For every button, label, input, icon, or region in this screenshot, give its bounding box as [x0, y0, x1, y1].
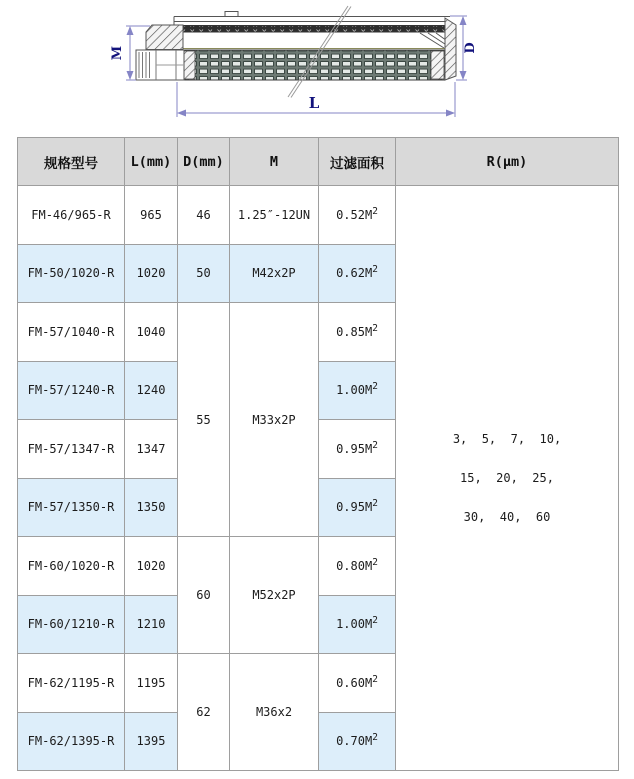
area-cell: $0.95M^2$	[319, 478, 396, 537]
diameter-cell: 46	[178, 186, 230, 245]
area-cell: $0.60M^2$	[319, 654, 396, 713]
model-cell: FM-46/965-R	[18, 186, 125, 245]
micron-values-line: 15, 20, 25,	[460, 471, 554, 485]
area-cell: $1.00M^2$	[319, 595, 396, 654]
thread-cell: M52x2P	[230, 537, 319, 654]
table-row	[18, 186, 619, 245]
model-cell: FM-60/1210-R	[18, 595, 125, 654]
thread-cell: M36x2	[230, 654, 319, 771]
header-micron-rating: R(μm)	[396, 138, 619, 186]
model-cell: FM-57/1350-R	[18, 478, 125, 537]
thread-cell: 1.25″-12UN	[230, 186, 319, 245]
area-cell: $0.80M^2$	[319, 537, 396, 596]
model-cell: FM-57/1347-R	[18, 420, 125, 479]
area-cell: $0.70M^2$	[319, 712, 396, 771]
area-cell: $1.00M^2$	[319, 361, 396, 420]
area-cell: $0.85M^2$	[319, 303, 396, 362]
length-cell: 1040	[125, 303, 178, 362]
length-cell: 1240	[125, 361, 178, 420]
end-cap	[445, 18, 456, 80]
length-cell: 1195	[125, 654, 178, 713]
model-cell: FM-57/1040-R	[18, 303, 125, 362]
diameter-cell: 55	[178, 303, 230, 537]
thread-fitting	[136, 25, 184, 80]
header-thread: M	[230, 138, 319, 186]
thread-cell: M42x2P	[230, 244, 319, 303]
micron-rating-cell	[396, 186, 619, 771]
header-row	[18, 138, 619, 186]
length-cell: 1020	[125, 244, 178, 303]
header-diameter: D(mm)	[178, 138, 230, 186]
area-cell: $0.52M^2$	[319, 186, 396, 245]
dimension-l	[177, 82, 455, 117]
dim-label-d: D	[463, 42, 478, 54]
micron-values-line: 3, 5, 7, 10,	[452, 432, 562, 446]
diameter-cell: 60	[178, 537, 230, 654]
length-cell: 1020	[125, 537, 178, 596]
spec-table	[17, 137, 619, 771]
dim-label-m: M	[110, 45, 125, 61]
area-cell: $0.95M^2$	[319, 420, 396, 479]
model-cell: FM-57/1240-R	[18, 361, 125, 420]
model-cell: FM-62/1395-R	[18, 712, 125, 771]
length-cell: 1347	[125, 420, 178, 479]
header-length: L(mm)	[125, 138, 178, 186]
length-cell: 965	[125, 186, 178, 245]
diameter-cell: 50	[178, 244, 230, 303]
length-cell: 1210	[125, 595, 178, 654]
header-filter-area: 过滤面积	[319, 138, 396, 186]
model-cell: FM-60/1020-R	[18, 537, 125, 596]
model-cell: FM-50/1020-R	[18, 244, 125, 303]
dim-label-l: L	[308, 94, 320, 112]
filter-element-diagram	[0, 0, 634, 132]
thread-cell: M33x2P	[230, 303, 319, 537]
diameter-cell: 62	[178, 654, 230, 771]
model-cell: FM-62/1195-R	[18, 654, 125, 713]
micron-values-line: 30, 40, 60	[463, 510, 551, 524]
area-cell: $0.62M^2$	[319, 244, 396, 303]
length-cell: 1350	[125, 478, 178, 537]
header-model: 规格型号	[18, 138, 125, 186]
filter-body	[174, 12, 450, 49]
length-cell: 1395	[125, 712, 178, 771]
